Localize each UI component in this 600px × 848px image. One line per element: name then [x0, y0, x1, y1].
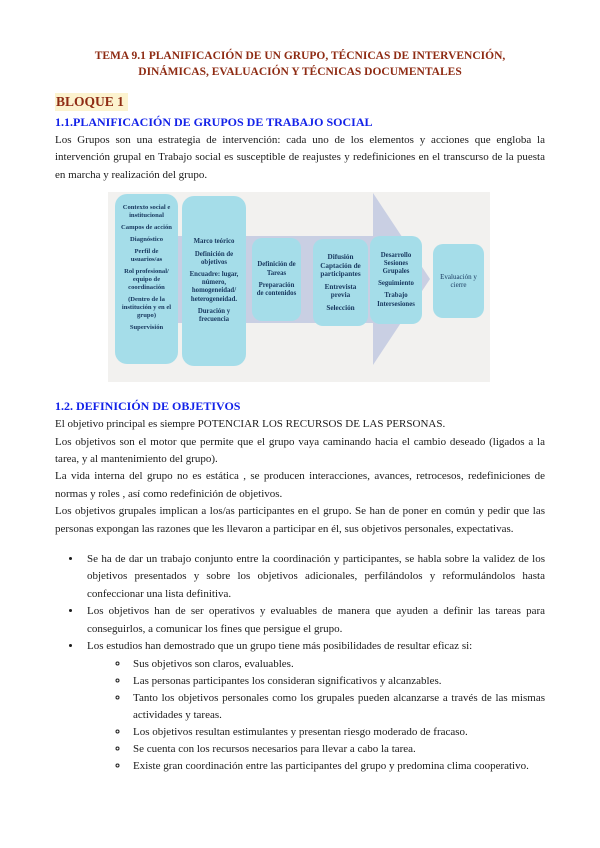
- diagram-box-line: Preparación de contenidos: [256, 281, 297, 297]
- diagram-box-line: Desarrollo Sesiones Grupales: [380, 251, 412, 276]
- efficacy-conditions-sublist: [87, 656, 545, 775]
- sub-bullet-item: ◦ Las personas participantes los consideran significativos y alcanzables.: [129, 673, 545, 690]
- diagram-box-line: Supervisión: [129, 324, 164, 332]
- diagram-box-line: Duración y frecuencia: [197, 307, 231, 323]
- diagram-box-line: Evaluación y cierre: [440, 272, 477, 290]
- bullet-item-text: Los estudios han demostrado que un grupo tiene más posibilidades de resultar eficaz si:: [87, 640, 473, 653]
- section-1-2-paragraph: Los objetivos son el motor que permite que el grupo vaya caminando hacia el cambio deseado (ligados a la tarea, y al mantenimiento del grupo).: [55, 435, 545, 466]
- section-1-1-heading: 1.1.PLANIFICACIÓN DE GRUPOS DE TRABAJO SOCIAL: [55, 115, 373, 129]
- bullet-item: • Los objetivos han de ser operativos y evaluables de manera que ayuden a definir las tareas para conseguirlos, a comunicar los fines que persigue el grupo.: [82, 603, 545, 638]
- diagram-box-contexto: [115, 194, 178, 364]
- objectives-bullet-list: [55, 551, 545, 774]
- sub-bullet-item: ◦ Los objetivos resultan estimulantes y presentan riesgo moderado de fracaso.: [129, 724, 545, 741]
- diagram-box-desarrollo-sesiones: [370, 236, 422, 324]
- bloque-heading: BLOQUE 1: [55, 93, 128, 111]
- diagram-box-line: Contexto social e institucional: [122, 204, 171, 220]
- diagram-box-line: Entrevista previa: [324, 282, 357, 300]
- section-1-2-paragraph: El objetivo principal es siempre POTENCIAR LOS RECURSOS DE LAS PERSONAS.: [55, 418, 446, 431]
- diagram-box-line: (Dentro de la institución y en el grupo): [121, 296, 172, 320]
- diagram-box-line: Campos de acción: [121, 224, 172, 232]
- page-title-line2: DINÁMICAS, EVALUACIÓN Y TÉCNICAS DOCUMENTALES: [138, 66, 462, 78]
- diagram-box-line: Definición de objetivos: [194, 250, 234, 266]
- section-1-2-paragraph: Los objetivos grupales implican a los/as participantes en el grupo. Se han de poner en común y pedir que las personas expongan las razones que les llevaron a participar en él, sus objetivos personales, expectativas.: [55, 505, 545, 535]
- bullet-item: [82, 638, 545, 774]
- page-title-line1: TEMA 9.1 PLANIFICACIÓN DE UN GRUPO, TÉCNICAS DE INTERVENCIÓN,: [94, 50, 506, 62]
- diagram-box-difusion: [313, 239, 368, 326]
- sub-bullet-item: ◦ Tanto los objetivos personales como los grupales pueden alcanzarse a través de las mismas actividades y tareas.: [129, 690, 545, 724]
- diagram-box-evaluacion-cierre: [433, 244, 484, 318]
- section-1-1-paragraph: Los Grupos son una estrategia de intervención: cada uno de los elementos y acciones que engloba la intervención grupal en Trabajo social es susceptible de reajustes y redefiniciones en el transcurso de la puesta en marcha y realización del grupo.: [55, 134, 545, 181]
- sub-bullet-item: ◦ Existe gran coordinación entre las participantes del grupo y predomina clima cooperativo.: [129, 758, 545, 775]
- bloque-heading-row: [55, 93, 545, 115]
- sub-bullet-item: ◦ Sus objetivos son claros, evaluables.: [129, 656, 545, 673]
- section-1-2-heading: 1.2. DEFINICIÓN DE OBJETIVOS: [55, 399, 241, 414]
- process-flow-diagram: [108, 192, 490, 382]
- section-1-2-paragraph: La vida interna del grupo no es estática , se producen interacciones, avances, retrocesos, redefiniciones de normas y roles , así como redefinición de objetivos.: [55, 470, 545, 500]
- diagram-box-line: Marco teórico: [193, 238, 235, 246]
- diagram-box-line: Rol profesional/ equipo de coordinación: [124, 268, 169, 292]
- sub-bullet-item: ◦ Se cuenta con los recursos necesarios para llevar a cabo la tarea.: [129, 741, 545, 758]
- diagram-box-line: Diagnóstico: [130, 236, 163, 244]
- diagram-box-line: Definición de Tareas: [257, 261, 296, 277]
- diagram-box-marco-teorico: [182, 196, 246, 366]
- diagram-box-line: Difusión Captación de participantes: [320, 252, 361, 279]
- diagram-box-line: Seguimiento: [378, 280, 414, 288]
- diagram-box-definicion-tareas: [252, 238, 301, 321]
- diagram-box-line: Selección: [326, 303, 355, 312]
- page-title: [55, 48, 545, 80]
- diagram-box-line: Trabajo Intersesiones: [377, 292, 415, 308]
- diagram-box-line: Encuadre: lugar, número, homogeneidad/ heterogeneidad.: [189, 270, 239, 303]
- bullet-item: • Se ha de dar un trabajo conjunto entre la coordinación y participantes, se habla sobre la validez de los objetivos presentados y sobre los objetivos adicionales, perfilándolos y reformulándolos hasta confeccionar una lista definitiva.: [82, 551, 545, 603]
- diagram-box-line: Perfil de usuarios/as: [130, 248, 163, 264]
